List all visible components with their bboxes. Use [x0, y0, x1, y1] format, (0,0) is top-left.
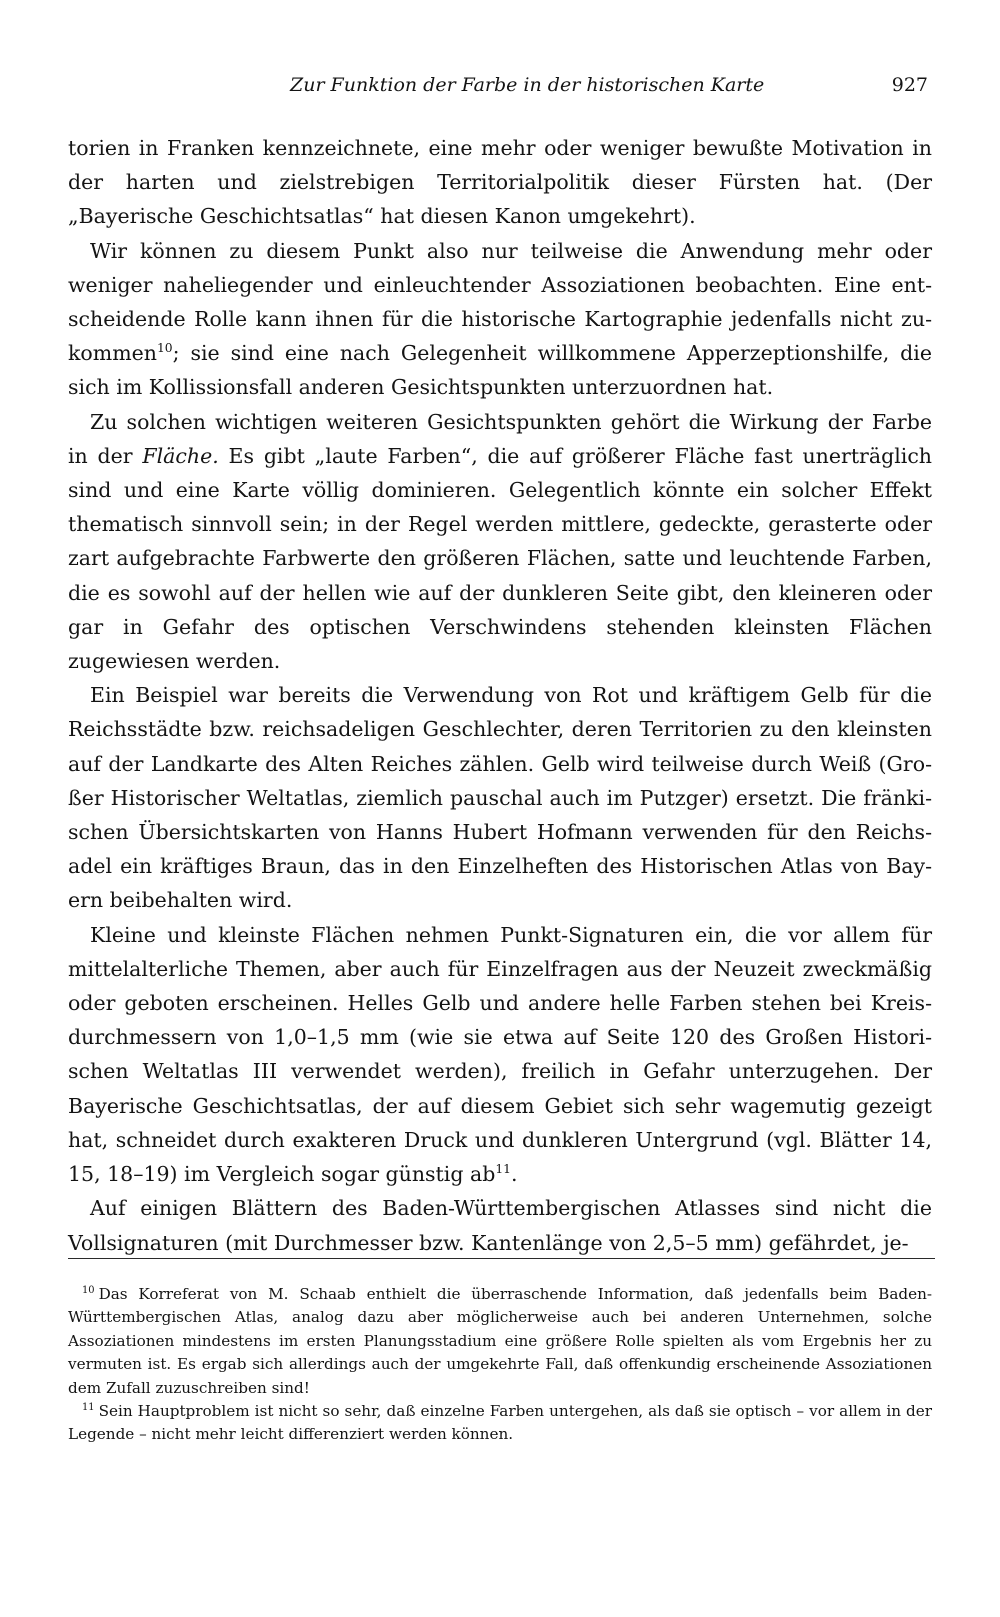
paragraph — [68, 234, 932, 405]
text-run: ; sie sind eine nach Gelegenheit willkommene Apperzeptionshilfe, die sich im Kollissionsfall anderen Gesichtspunkten unterzuordnen hat. — [68, 341, 932, 400]
footnote-rule — [68, 1258, 935, 1259]
text-run: Zu solchen wichtigen weiteren Gesichtspunkten gehört die Wirkung der Farbe in der — [68, 409, 932, 468]
emphasized-text: Fläche. — [142, 443, 219, 468]
footnotes — [68, 1283, 932, 1447]
footnote-reference: 10 — [156, 341, 173, 356]
footnote-mark: 11 — [82, 1401, 95, 1413]
footnote-text: Das Korreferat von M. Schaab enthielt die überraschende Information, daß jedenfalls beim Baden-Württembergischen Atlas, analog dazu aber möglicherweise auch bei anderen Unternehmen, solche Assoziationen mindestens im ersten Planungsstadium eine größere Rolle spielten als vom Ergebnis her zu vermuten ist. Es ergab sich allerdings auch der umgekehrte Fall, daß offenkundig erscheinende Assoziationen dem Zufall zuzuschreiben sind! — [68, 1285, 932, 1397]
text-run: Es gibt „laute Farben“, die auf größerer Fläche fast unerträglich sind und eine Karte völlig dominieren. Gelegentlich könnte ein solcher Effekt thematisch sinnvoll sein; in der Regel werden mittlere, gedeckte, gerasterte oder zart aufgebrachte Farbwerte den größeren Flächen, satte und leuchtende Farben, die es sowohl auf der hellen wie auf der dunkleren Seite gibt, den kleineren oder gar in Gefahr des optischen Verschwindens stehenden kleinsten Flächen zugewiesen werden. — [68, 443, 932, 674]
main-text — [68, 131, 932, 1260]
footnote-text: Sein Hauptproblem ist nicht so sehr, daß einzelne Farben untergehen, als daß sie optisch – vor allem in der Legende – nicht mehr leicht differenziert werden können. — [68, 1402, 932, 1444]
text-run: Ein Beispiel war bereits die Verwendung von Rot und kräftigem Gelb für die Reichsstädte bzw. reichsadeligen Geschlechter, deren Territorien zu den kleinsten auf der Landkarte des Alten Reiches zählen. Gelb wird teilweise durch Weiß (Großer Historischer Weltatlas, ziemlich pauschal auch im Putzger) ersetzt. Die fränkischen Übersichtskarten von Hanns Hubert Hofmann verwenden für den Reichsadel ein kräftiges Braun, das in den Einzelheften des Historischen Atlas von Bayern beibehalten wird. — [68, 683, 932, 913]
paragraph — [68, 1191, 932, 1259]
footnote-reference: 11 — [495, 1162, 511, 1177]
paragraph — [68, 405, 932, 679]
text-run: Wir können zu diesem Punkt also nur teilweise die Anwendung mehr oder weniger naheliegender und einleuchtender Assoziationen beobachten. Eine entscheidende Rolle kann ihnen für die historische Kartographie jedenfalls nicht zukommen — [68, 238, 932, 366]
paragraph — [68, 678, 932, 917]
running-head — [68, 70, 928, 100]
running-title: Zur Funktion der Farbe in der historischen Karte — [290, 74, 765, 96]
paragraph — [68, 131, 932, 234]
text-run: Auf einigen Blättern des Baden-Württembergischen Atlasses sind nicht die Vollsignaturen (mit Durchmesser bzw. Kantenlänge von 2,5–5 mm) gefährdet, je- — [68, 1196, 932, 1255]
text-run: torien in Franken kennzeichnete, eine mehr oder weniger bewußte Motivation in der harten und zielstrebigen Territorialpolitik dieser Fürsten hat. (Der „Bayerische Geschichtsatlas“ hat diesen Kanon umgekehrt). — [68, 136, 932, 229]
text-run: Kleine und kleinste Flächen nehmen Punkt-Signaturen ein, die vor allem für mittelalterliche Themen, aber auch für Einzelfragen aus der Neuzeit zweckmäßig oder geboten erscheinen. Helles Gelb und andere helle Farben stehen bei Kreisdurchmessern von 1,0–1,5 mm (wie sie etwa auf Seite 120 des Großen Historischen Weltatlas III verwendet werden), freilich in Gefahr unterzugehen. Der Bayerische Geschichtsatlas, der auf diesem Gebiet sich sehr wagemutig gezeigt hat, schneidet durch exakteren Druck und dunkleren Untergrund (vgl. Blätter 14, 15, 18–19) im Vergleich sogar günstig ab — [68, 922, 932, 1187]
paragraph — [68, 918, 932, 1192]
footnote — [68, 1400, 932, 1447]
text-run: . — [511, 1162, 518, 1187]
page-number: 927 — [891, 74, 928, 96]
footnote-mark: 10 — [82, 1284, 95, 1296]
footnote — [68, 1283, 932, 1400]
